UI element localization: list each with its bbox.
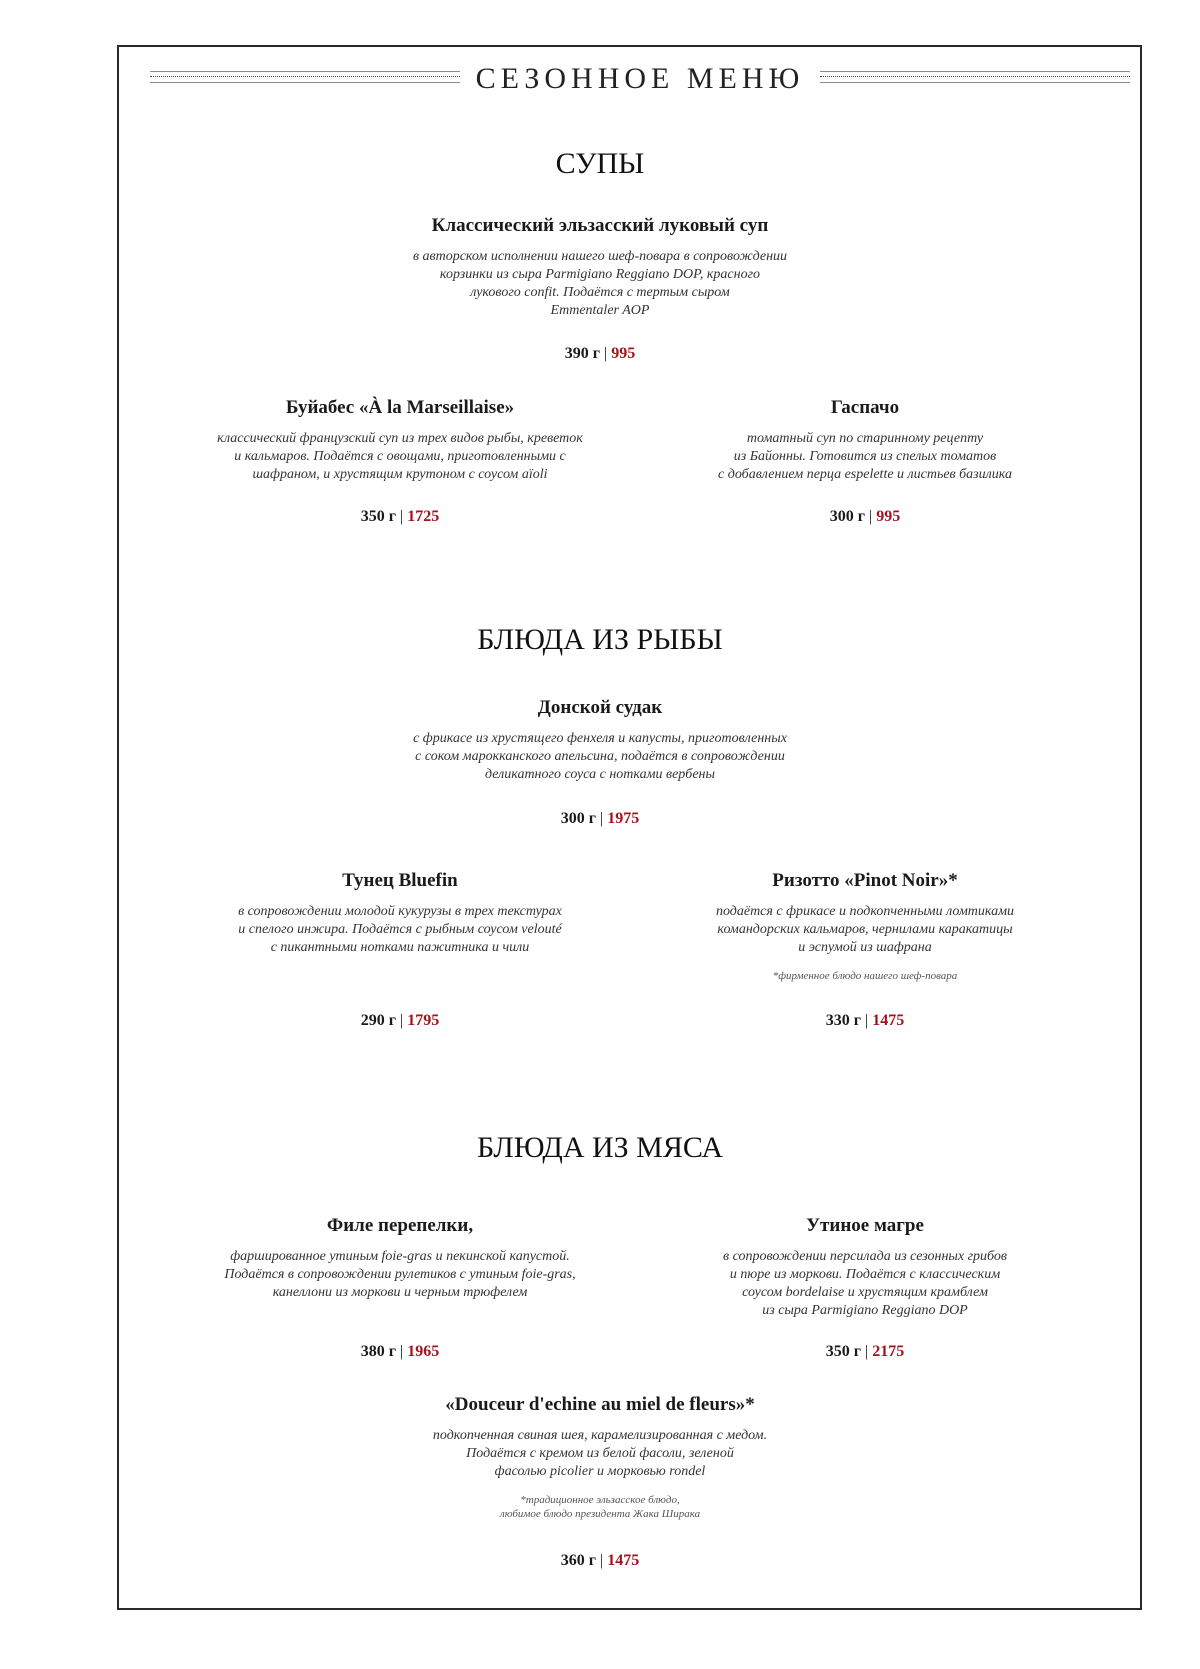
- dish-name: Филе перепелки,: [326, 1215, 474, 1236]
- dish-name: Донской судак: [537, 697, 663, 718]
- price-line-quail: [135, 1342, 665, 1362]
- dish-name: Тунец Bluefin: [342, 870, 458, 891]
- dish-description: в сопровождении молодой кукурузы в трех текстурах и спелого инжира. Подаётся с рыбным соусом velouté с пикантными нотками пажитника и чили: [238, 904, 562, 955]
- dish-price: 1965: [407, 1343, 440, 1360]
- dish-weight: 290 г: [360, 1012, 397, 1029]
- price-line-gazpacho: [625, 507, 1105, 527]
- dish-price: 1475: [872, 1012, 905, 1029]
- price-separator: |: [865, 1012, 869, 1029]
- dish-description: подкопченная свиная шея, карамелизированная с медом. Подаётся с кремом из белой фасоли, зеленой фасолью picolier и морковью rondel: [432, 1428, 768, 1479]
- dish-bouillabaisse: [135, 396, 665, 484]
- price-separator: |: [865, 1343, 869, 1360]
- price-separator: |: [400, 1343, 404, 1360]
- dish-price: 2175: [872, 1343, 905, 1360]
- dish-description: фаршированное утиным foie-gras и пекинской капустой. Подаётся в сопровождении рулетиков с утиным foie-gras, канеллони из моркови и черным трюфелем: [224, 1249, 576, 1300]
- dish-price: 995: [611, 345, 636, 362]
- dish-weight: 390 г: [564, 345, 601, 362]
- price-separator: |: [604, 345, 608, 362]
- dish-name: Буйабес «À la Marseillaise»: [285, 397, 515, 418]
- dish-description: классический французский суп из трех видов рыбы, креветок и кальмаров. Подаётся с овощами, приготовленными с шафраном, и хрустящим крутоном с соусом aïoli: [217, 431, 583, 482]
- price-line-onion-soup: [300, 344, 900, 364]
- price-line-bouillabaisse: [135, 507, 665, 527]
- dish-gazpacho: [625, 396, 1105, 484]
- dish-price: 1725: [407, 508, 440, 525]
- price-separator: |: [600, 810, 604, 827]
- price-line-pork-neck: [300, 1551, 900, 1571]
- dish-footnote: *традиционное эльзасское блюдо, любимое блюдо президента Жака Ширака: [499, 1494, 701, 1520]
- price-separator: |: [600, 1552, 604, 1569]
- section-title-meat: БЛЮДА ИЗ МЯСА: [476, 1131, 724, 1164]
- dish-pikeperch: [300, 696, 900, 784]
- dish-weight: 360 г: [560, 1552, 597, 1569]
- price-separator: |: [400, 508, 404, 525]
- dish-price: 1475: [607, 1552, 640, 1569]
- dish-name: Классический эльзасский луковый суп: [431, 215, 769, 236]
- section-title-soups: СУПЫ: [555, 147, 645, 180]
- dish-weight: 350 г: [360, 508, 397, 525]
- dish-duck: [625, 1214, 1105, 1320]
- menu-title: СЕЗОННОЕ МЕНЮ: [475, 62, 805, 95]
- dish-weight: 330 г: [825, 1012, 862, 1029]
- dish-pork-neck: [300, 1393, 900, 1521]
- price-line-pikeperch: [300, 809, 900, 829]
- dish-description: томатный суп по старинному рецепту из Байонны. Готовится из спелых томатов с добавлением перца espelette и листьев базилика: [718, 431, 1012, 482]
- dish-weight: 380 г: [360, 1343, 397, 1360]
- dish-footnote: *фирменное блюдо нашего шеф-повара: [772, 970, 958, 982]
- dish-price: 1975: [607, 810, 640, 827]
- dish-weight: 350 г: [825, 1343, 862, 1360]
- price-line-risotto: [625, 1011, 1105, 1031]
- dish-onion-soup: [300, 214, 900, 320]
- dish-description: подаётся с фрикасе и подкопченными ломтиками командорских кальмаров, чернилами каракатицы и эспумой из шафрана: [715, 904, 1015, 955]
- dish-tuna: [135, 869, 665, 957]
- price-separator: |: [869, 508, 873, 525]
- menu-header: [150, 60, 1130, 100]
- dish-price: 995: [876, 508, 901, 525]
- dish-weight: 300 г: [560, 810, 597, 827]
- dish-risotto: [625, 869, 1105, 983]
- dish-price: 1795: [407, 1012, 440, 1029]
- dish-name: Ризотто «Pinot Noir»*: [772, 870, 958, 891]
- dish-weight: 300 г: [829, 508, 866, 525]
- dish-description: в сопровождении персилада из сезонных грибов и пюре из моркови. Подаётся с классическим соусом bordelaise и хрустящим крамблем из сыра Parmigiano Reggiano DOP: [723, 1249, 1007, 1318]
- section-title-fish: БЛЮДА ИЗ РЫБЫ: [477, 623, 723, 656]
- dish-description: с фрикасе из хрустящего фенхеля и капусты, приготовленных с соком марокканского апельсина, подаётся в сопровождении деликатного соуса с нотками вербены: [413, 731, 787, 782]
- dish-name: Гаспачо: [830, 397, 900, 418]
- header-rule-right: [820, 71, 1130, 84]
- dish-description: в авторском исполнении нашего шеф-повара в сопровождении корзинки из сыра Parmigiano Reggiano DOP, красного лукового confit. Подаётся с тертым сыром Emmentaler AOP: [412, 249, 788, 318]
- dish-quail: [135, 1214, 665, 1302]
- price-separator: |: [400, 1012, 404, 1029]
- dish-name: Утиное магре: [806, 1215, 924, 1236]
- price-line-tuna: [135, 1011, 665, 1031]
- dish-name: «Douceur d'echine au miel de fleurs»*: [445, 1394, 755, 1415]
- price-line-duck: [625, 1342, 1105, 1362]
